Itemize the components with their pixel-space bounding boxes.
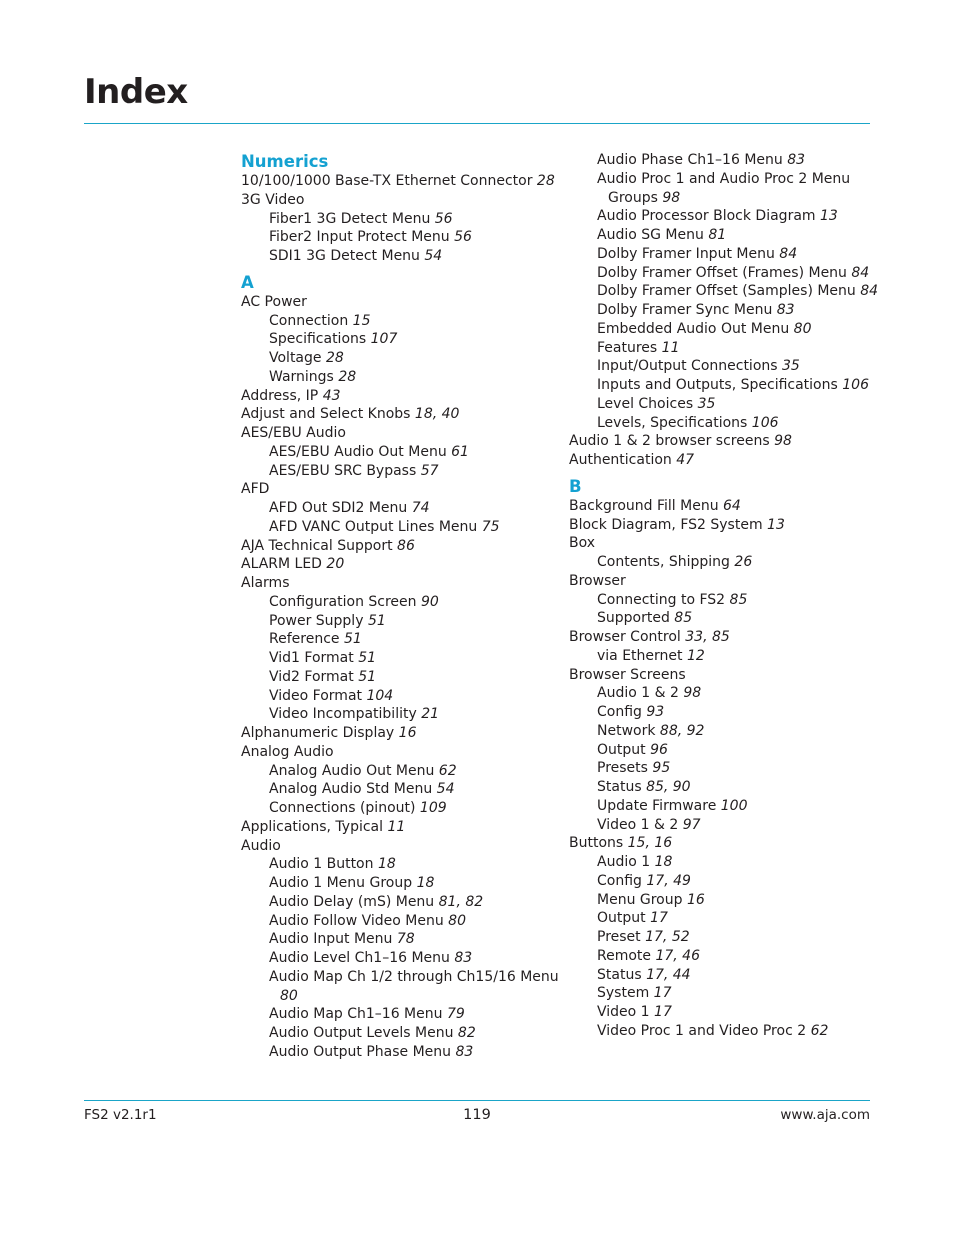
index-subentry: [241, 874, 556, 893]
index-subentry: [241, 462, 556, 481]
footer-website: www.aja.com: [780, 1107, 870, 1123]
index-subentry: [569, 414, 869, 433]
page-reference: 107: [370, 331, 398, 348]
page-reference: 98: [774, 433, 792, 450]
entry-text: Audio Follow Video Menu: [269, 912, 449, 929]
page-reference: 97: [682, 816, 701, 833]
page-reference: 74: [411, 500, 430, 516]
page-reference: 75: [481, 518, 500, 535]
entry-text: Dolby Framer Offset (Samples) Menu: [597, 283, 861, 300]
entry-text: Supported: [597, 610, 675, 627]
entry-text: Update Firmware: [597, 797, 721, 814]
entry-text: AJA Technical Support: [241, 537, 398, 554]
entry-text: Audio Output Phase Menu: [269, 1043, 456, 1060]
index-subentry: [569, 591, 869, 610]
entry-text: Dolby Framer Offset (Frames) Menu: [597, 264, 852, 281]
page-reference: 28: [325, 350, 344, 366]
entry-text: Alphanumeric Display: [241, 725, 399, 741]
entry-text: Audio 1 & 2: [597, 685, 684, 702]
entry-text: Video 1 & 2: [597, 816, 683, 833]
index-entry: [241, 480, 556, 499]
index-subentry: [569, 703, 869, 722]
page-reference: 98: [662, 189, 681, 206]
entry-text: Vid2 Format: [269, 668, 359, 685]
entry-text: Reference: [269, 631, 344, 648]
index-column-left: [241, 151, 559, 1062]
page-reference: 18, 40: [414, 406, 460, 423]
entry-text: SDI1 3G Detect Menu: [269, 248, 425, 264]
index-entry: [241, 574, 556, 593]
entry-text: Vid1 Format: [269, 650, 359, 666]
page-reference: 17: [650, 910, 668, 927]
index-subentry: [241, 649, 556, 668]
entry-text: Audio Phase Ch1–16 Menu: [597, 152, 788, 168]
footer-divider: [84, 1100, 870, 1101]
page-reference: 86: [397, 537, 415, 554]
page-reference: 17, 46: [655, 947, 700, 964]
entry-text: Config: [597, 704, 647, 720]
page-reference: 98: [683, 685, 702, 702]
page-reference: 28: [338, 368, 357, 385]
index-subentry: [569, 320, 869, 339]
page-reference: 35: [697, 395, 716, 412]
entry-text: Audio Processor Block Diagram: [597, 208, 820, 225]
index-subentry: [569, 722, 869, 741]
index-subentry: [569, 226, 869, 245]
entry-text: Voltage: [269, 350, 326, 366]
page-reference: 78: [396, 931, 415, 948]
index-subentry: [241, 1005, 556, 1024]
entry-text: AFD: [241, 481, 270, 498]
entry-text: Dolby Framer Input Menu: [597, 245, 780, 262]
page-reference: 79: [446, 1006, 465, 1023]
index-entry: [569, 451, 869, 470]
index-entry: [241, 424, 556, 443]
index-subentry: [241, 518, 556, 537]
page-reference: 84: [851, 264, 870, 281]
page-reference: 18: [377, 856, 396, 873]
index-subentry: [569, 684, 869, 703]
entry-text: Menu Group: [597, 891, 687, 908]
index-subentry: [241, 705, 556, 724]
entry-text: Block Diagram, FS2 System: [569, 516, 768, 533]
page-reference: 13: [820, 208, 838, 225]
page-reference: 104: [366, 687, 394, 704]
page-reference: 80: [448, 912, 466, 929]
index-subentry: [241, 593, 556, 612]
page-reference: 26: [734, 554, 753, 570]
index-subentry: [241, 780, 556, 799]
index-subentry: [241, 1024, 556, 1043]
index-subentry: [569, 376, 869, 395]
entry-text: Authentication: [569, 452, 677, 468]
page-reference: 56: [434, 210, 453, 227]
footer-doc-version: FS2 v2.1r1: [84, 1107, 157, 1123]
page-reference: 83: [776, 302, 795, 318]
index-entry: [569, 628, 869, 647]
index-entry: [241, 172, 556, 191]
page-reference: 43: [322, 387, 341, 404]
entry-text: Video 1: [597, 1004, 655, 1020]
index-entry: [241, 405, 556, 424]
index-subentry: [569, 947, 869, 966]
entry-text: Audio Delay (mS) Menu: [269, 893, 439, 910]
entry-text: Applications, Typical: [241, 818, 388, 835]
entry-text: Fiber2 Input Protect Menu: [269, 229, 455, 246]
index-subentry: [569, 797, 869, 816]
page-reference: 20: [326, 556, 345, 573]
index-subentry: [569, 245, 869, 264]
page-reference: 93: [646, 704, 665, 720]
entry-text: Browser Control: [569, 629, 686, 645]
index-subentry: [241, 799, 556, 818]
page-reference: 51: [367, 612, 386, 629]
index-subentry: [569, 909, 869, 928]
page-reference: 15: [352, 312, 371, 329]
entry-text: Adjust and Select Knobs: [241, 406, 415, 423]
entry-text: AFD Out SDI2 Menu: [269, 500, 412, 516]
index-subentry-continued: [569, 189, 869, 208]
index-column-right: [569, 151, 879, 1041]
page-reference: 84: [779, 245, 798, 262]
page-reference: 17, 44: [646, 966, 691, 983]
entry-text: Audio SG Menu: [597, 227, 709, 243]
page-reference: 85: [674, 610, 693, 627]
index-section-heading: Numerics: [241, 152, 329, 171]
page-reference: 85: [729, 591, 748, 608]
page-reference: 90: [420, 593, 439, 610]
entry-text: Audio 1: [597, 854, 655, 870]
page-reference: 82: [457, 1025, 476, 1041]
index-subentry: [569, 966, 869, 985]
page-reference: 21: [421, 706, 440, 723]
entry-text: Connections (pinout): [269, 800, 420, 816]
entry-text: Config: [597, 872, 647, 889]
index-subentry: [241, 499, 556, 518]
index-subentry: [569, 891, 869, 910]
entry-text: Audio Input Menu: [269, 931, 397, 948]
index-subentry: [241, 1043, 556, 1062]
page-reference: 51: [358, 668, 377, 685]
entry-text: Network: [597, 722, 660, 739]
index-subentry: [569, 553, 869, 572]
page-reference: 85, 90: [646, 779, 691, 795]
entry-text: Video Incompatibility: [269, 706, 422, 723]
page-reference: 57: [420, 462, 439, 479]
index-subentry: [569, 872, 869, 891]
page-reference: 51: [343, 631, 362, 648]
page-reference: 11: [661, 339, 680, 356]
title-divider: [84, 123, 870, 124]
index-entry: [241, 293, 556, 312]
index-subentry: [569, 759, 869, 778]
index-subentry: [569, 395, 869, 414]
index-subentry: [569, 1003, 869, 1022]
index-subentry: [569, 339, 869, 358]
entry-text: Audio 1 & 2 browser screens: [569, 433, 775, 450]
index-subentry: [241, 687, 556, 706]
entry-text: Specifications: [269, 331, 371, 348]
index-subentry: [569, 264, 869, 283]
page-reference: 17: [653, 985, 672, 1002]
index-subentry: [241, 855, 556, 874]
page-reference: 109: [419, 800, 447, 816]
index-subentry: [241, 949, 556, 968]
index-subentry: [241, 930, 556, 949]
page-reference: 51: [358, 650, 377, 666]
entry-text: Audio Map Ch1–16 Menu: [269, 1006, 447, 1023]
entry-text: Levels, Specifications: [597, 414, 752, 431]
page-reference: 88, 92: [659, 722, 705, 739]
entry-text: Audio Map Ch 1/2 through Ch15/16 Menu: [269, 968, 559, 985]
index-subentry: [569, 357, 869, 376]
index-subentry: [569, 928, 869, 947]
page-reference: 47: [676, 452, 695, 468]
index-subentry: [241, 368, 556, 387]
index-entry: [241, 743, 556, 762]
entry-text: Video Proc 1 and Video Proc 2: [597, 1022, 811, 1039]
entry-text: Connection: [269, 312, 353, 329]
page-reference: 106: [842, 377, 869, 393]
page-reference: 62: [438, 762, 457, 779]
index-subentry: [241, 210, 556, 229]
index-subentry: [569, 207, 869, 226]
index-subentry: [241, 330, 556, 349]
entry-text: Box: [569, 535, 596, 552]
index-subentry: [241, 443, 556, 462]
page-reference: 83: [454, 950, 473, 966]
entry-text: Browser: [569, 572, 626, 589]
page-reference: 15, 16: [627, 835, 673, 852]
entry-text: AES/EBU Audio Out Menu: [269, 443, 452, 460]
entry-text: Contents, Shipping: [597, 554, 735, 570]
entry-text: Embedded Audio Out Menu: [597, 320, 794, 337]
entry-text: Remote: [597, 947, 656, 964]
entry-text: AES/EBU Audio: [241, 425, 346, 441]
entry-text: Features: [597, 339, 662, 356]
entry-text: 10/100/1000 Base-TX Ethernet Connector: [241, 173, 537, 189]
index-subentry: [241, 668, 556, 687]
entry-text: Dolby Framer Sync Menu: [597, 302, 777, 318]
entry-text: Analog Audio Std Menu: [269, 781, 437, 798]
page-reference: 17, 52: [645, 929, 690, 945]
entry-text: via Ethernet: [597, 647, 687, 664]
page-reference: 106: [751, 414, 779, 431]
index-entry: [569, 497, 869, 516]
page-reference: 83: [455, 1043, 474, 1060]
entry-text: Connecting to FS2: [597, 591, 730, 608]
index-entry: [241, 818, 556, 837]
entry-text: Input/Output Connections: [597, 358, 783, 375]
index-entry: [569, 516, 869, 535]
entry-text: Address, IP: [241, 387, 323, 404]
entry-text: Background Fill Menu: [569, 497, 724, 514]
index-subentry: [569, 778, 869, 797]
index-entry: [241, 837, 556, 856]
page-reference: 80: [280, 987, 298, 1004]
index-entry: [569, 572, 869, 591]
page-title: Index: [84, 72, 188, 112]
page-reference: 96: [650, 741, 668, 758]
entry-text: Configuration Screen: [269, 593, 421, 610]
page-reference: 16: [686, 891, 705, 908]
page-reference: 61: [451, 443, 469, 460]
index-entry: [569, 834, 869, 853]
page-reference: 80: [793, 320, 812, 337]
index-subentry: [241, 349, 556, 368]
entry-text: Audio 1 Menu Group: [269, 875, 417, 891]
entry-text: AC Power: [241, 293, 307, 310]
index-subentry-continued: [241, 987, 556, 1006]
index-entry: [241, 555, 556, 574]
entry-text: AES/EBU SRC Bypass: [269, 462, 421, 479]
entry-text: Groups: [608, 189, 663, 206]
page-reference: 33, 85: [685, 629, 730, 645]
page-reference: 17, 49: [646, 872, 691, 889]
index-subentry: [241, 968, 559, 987]
page-reference: 18: [654, 854, 673, 870]
entry-text: Output: [597, 910, 651, 927]
entry-text: System: [597, 985, 654, 1002]
entry-text: Browser Screens: [569, 666, 686, 683]
page-reference: 11: [387, 818, 406, 835]
page-reference: 84: [860, 283, 879, 300]
entry-text: Output: [597, 741, 651, 758]
index-section-heading: A: [241, 272, 254, 292]
index-subentry: [569, 151, 869, 170]
index-subentry: [241, 912, 556, 931]
entry-text: 3G Video: [241, 191, 305, 208]
entry-text: Buttons: [569, 835, 628, 852]
index-entry: [569, 432, 869, 451]
entry-text: Preset: [597, 929, 646, 945]
index-subentry: [241, 247, 556, 266]
page-reference: 56: [454, 229, 472, 246]
index-subentry: [569, 282, 879, 301]
entry-text: Level Choices: [597, 395, 698, 412]
index-entry: [241, 387, 556, 406]
index-subentry: [241, 612, 556, 631]
index-subentry: [569, 301, 869, 320]
index-section-heading: B: [569, 476, 582, 496]
index-subentry: [569, 984, 869, 1003]
page-reference: 18: [416, 875, 435, 891]
entry-text: Status: [597, 966, 647, 983]
entry-text: Fiber1 3G Detect Menu: [269, 210, 435, 227]
page-reference: 64: [723, 497, 741, 514]
page-reference: 54: [424, 248, 443, 264]
page-reference: 54: [436, 781, 455, 798]
index-subentry: [569, 816, 869, 835]
index-subentry: [241, 762, 556, 781]
entry-text: Warnings: [269, 368, 339, 385]
index-entry: [241, 191, 556, 210]
index-entry: [569, 666, 869, 685]
entry-text: Audio 1 Button: [269, 856, 378, 873]
index-subentry: [241, 312, 556, 331]
footer-page-number: 119: [463, 1107, 491, 1123]
page-reference: 81, 82: [438, 893, 484, 910]
entry-text: Analog Audio Out Menu: [269, 762, 439, 779]
page-reference: 35: [782, 358, 800, 375]
index-subentry: [569, 741, 869, 760]
entry-text: Audio Proc 1 and Audio Proc 2 Menu: [597, 170, 851, 187]
index-subentry: [241, 893, 556, 912]
page-reference: 95: [652, 760, 671, 777]
entry-text: ALARM LED: [241, 556, 327, 573]
page-reference: 13: [767, 516, 785, 533]
entry-text: Video Format: [269, 687, 367, 704]
page-reference: 28: [536, 173, 555, 189]
entry-text: Audio Level Ch1–16 Menu: [269, 950, 455, 966]
index-entry: [241, 724, 556, 743]
index-subentry: [241, 228, 556, 247]
page-reference: 83: [787, 152, 806, 168]
page-reference: 16: [398, 725, 417, 741]
page-reference: 100: [720, 797, 748, 814]
entry-text: Presets: [597, 760, 653, 777]
index-subentry: [569, 647, 869, 666]
page-reference: 62: [810, 1022, 829, 1039]
index-subentry: [569, 853, 869, 872]
entry-text: Alarms: [241, 575, 290, 591]
entry-text: Audio: [241, 837, 281, 854]
index-entry: [569, 534, 869, 553]
entry-text: Analog Audio: [241, 743, 334, 760]
index-subentry: [569, 170, 869, 189]
page-reference: 81: [708, 227, 727, 243]
entry-text: Audio Output Levels Menu: [269, 1025, 458, 1041]
entry-text: Inputs and Outputs, Specifications: [597, 377, 843, 393]
entry-text: AFD VANC Output Lines Menu: [269, 518, 482, 535]
index-subentry: [569, 1022, 869, 1041]
page-reference: 17: [654, 1004, 672, 1020]
index-subentry: [241, 630, 556, 649]
page-reference: 12: [686, 647, 705, 664]
index-entry: [241, 537, 556, 556]
entry-text: Power Supply: [269, 612, 368, 629]
entry-text: Status: [597, 779, 647, 795]
index-subentry: [569, 609, 869, 628]
